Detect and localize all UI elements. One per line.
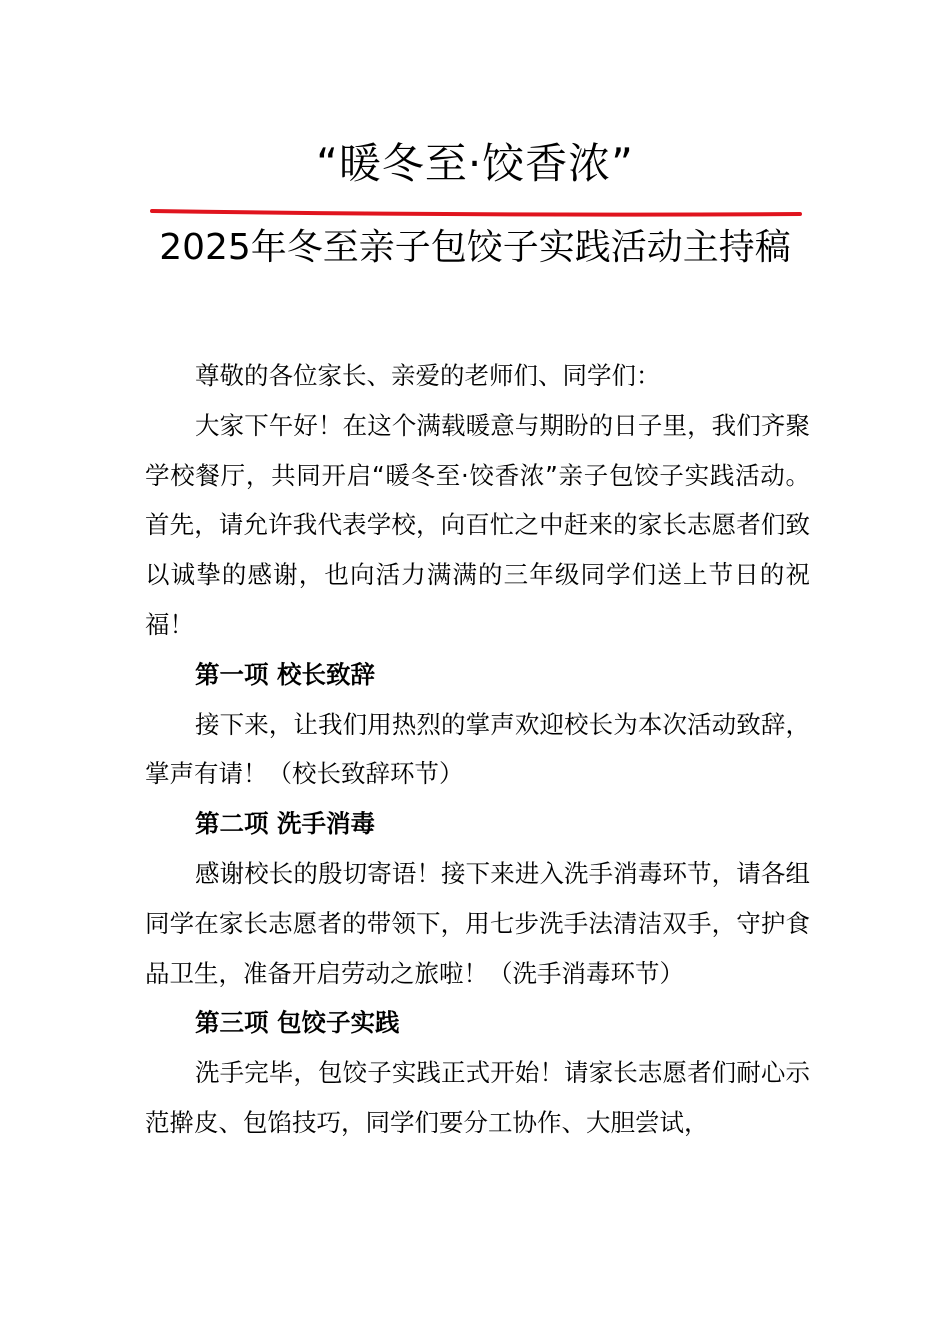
document-body — [145, 351, 810, 1148]
opening-paragraph: 大家下午好！在这个满载暖意与期盼的日子里，我们齐聚学校餐厅，共同开启“暖冬至·饺香浓”亲子包饺子实践活动。首先，请允许我代表学校，向百忙之中赶来的家长志愿者们致以诚挚的感谢，也向活力满满的三年级同学们送上节日的祝福！ — [145, 410, 810, 639]
document-title: “暖冬至·饺香浓” — [316, 139, 634, 188]
document-subtitle: 2025年冬至亲子包饺子实践活动主持稿 — [159, 227, 791, 268]
greeting-paragraph: 尊敬的各位家长、亲爱的老师们、同学们： — [195, 361, 661, 390]
section-heading-2: 第二项 洗手消毒 — [195, 809, 376, 839]
section-1-paragraph: 接下来，让我们用热烈的掌声欢迎校长为本次活动致辞，掌声有请！（校长致辞环节） — [145, 709, 810, 789]
section-heading-1: 第一项 校长致辞 — [195, 659, 376, 689]
section-3-paragraph: 洗手完毕，包饺子实践正式开始！请家长志愿者们耐心示范擀皮、包馅技巧，同学们要分工协作、大胆尝试， — [145, 1058, 810, 1137]
section-2-paragraph: 感谢校长的殷切寄语！接下来进入洗手消毒环节，请各组同学在家长志愿者的带领下，用七步洗手法清洁双手，守护食品卫生，准备开启劳动之旅啦！（洗手消毒环节） — [145, 858, 810, 988]
section-heading-3: 第三项 包饺子实践 — [195, 1008, 400, 1038]
